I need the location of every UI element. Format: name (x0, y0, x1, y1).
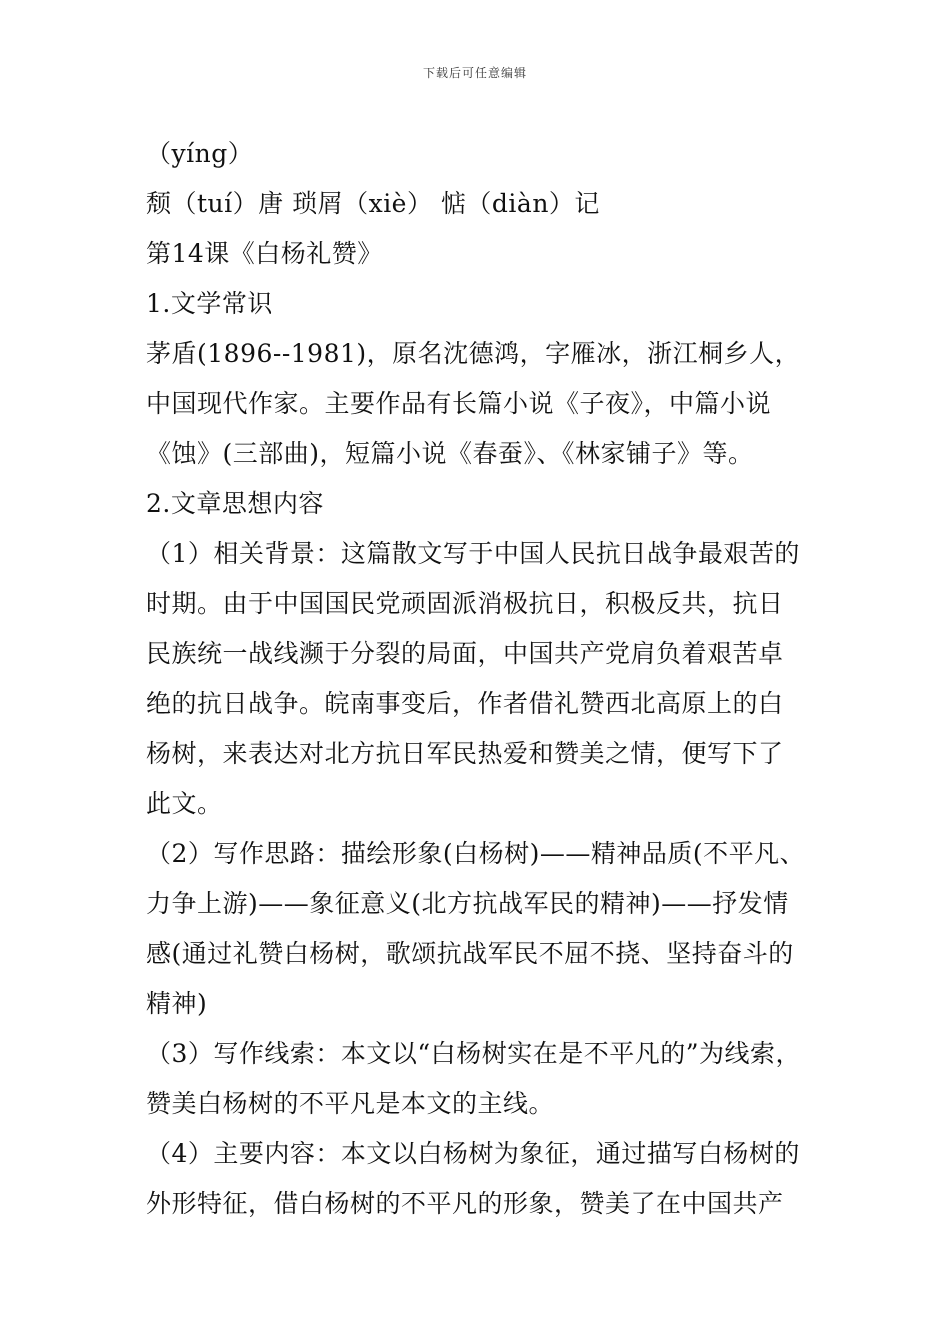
text-line: 赞美白杨树的不平凡是本文的主线。 (146, 1089, 555, 1118)
section-heading: 1.文学常识 (146, 289, 273, 318)
text-line: （2）写作思路：描绘形象(白杨树)——精神品质(不平凡、 (146, 839, 806, 868)
section-heading: 2.文章思想内容 (146, 489, 324, 518)
text-line: 颓（tuí）唐 琐屑（xiè） 惦（diàn）记 (146, 189, 600, 218)
text-line: 此文。 (146, 789, 223, 818)
text-line: 《蚀》(三部曲)，短篇小说《春蚕》、《林家铺子》等。 (146, 439, 754, 468)
lesson-title: 第14课《白杨礼赞》 (146, 239, 383, 268)
text-line: （1）相关背景：这篇散文写于中国人民抗日战争最艰苦的 (146, 539, 800, 568)
text-line: 中国现代作家。主要作品有长篇小说《子夜》，中篇小说 (146, 389, 772, 418)
text-line: （3）写作线索：本文以“白杨树实在是不平凡的”为线索， (146, 1039, 801, 1068)
text-line: 外形特征，借白杨树的不平凡的形象，赞美了在中国共产 (146, 1189, 784, 1218)
text-line: 茅盾(1896--1981)，原名沈德鸿，字雁冰，浙江桐乡人， (146, 339, 801, 368)
text-line: （yíng） (146, 139, 254, 168)
text-line: 力争上游)——象征意义(北方抗战军民的精神)——抒发情 (146, 889, 789, 918)
text-line: 绝的抗日战争。皖南事变后，作者借礼赞西北高原上的白 (146, 689, 784, 718)
text-line: 民族统一战线濒于分裂的局面，中国共产党肩负着艰苦卓 (146, 639, 784, 668)
page-header: 下载后可任意编辑 (422, 66, 527, 80)
text-line: （4）主要内容：本文以白杨树为象征，通过描写白杨树的 (146, 1139, 800, 1168)
text-line: 感(通过礼赞白杨树，歌颂抗战军民不屈不挠、坚持奋斗的 (146, 939, 794, 968)
text-line: 杨树，来表达对北方抗日军民热爱和赞美之情，便写下了 (146, 739, 784, 768)
text-line: 精神) (146, 989, 208, 1018)
document-body (146, 129, 836, 1229)
text-line: 时期。由于中国国民党顽固派消极抗日，积极反共，抗日 (146, 589, 784, 618)
